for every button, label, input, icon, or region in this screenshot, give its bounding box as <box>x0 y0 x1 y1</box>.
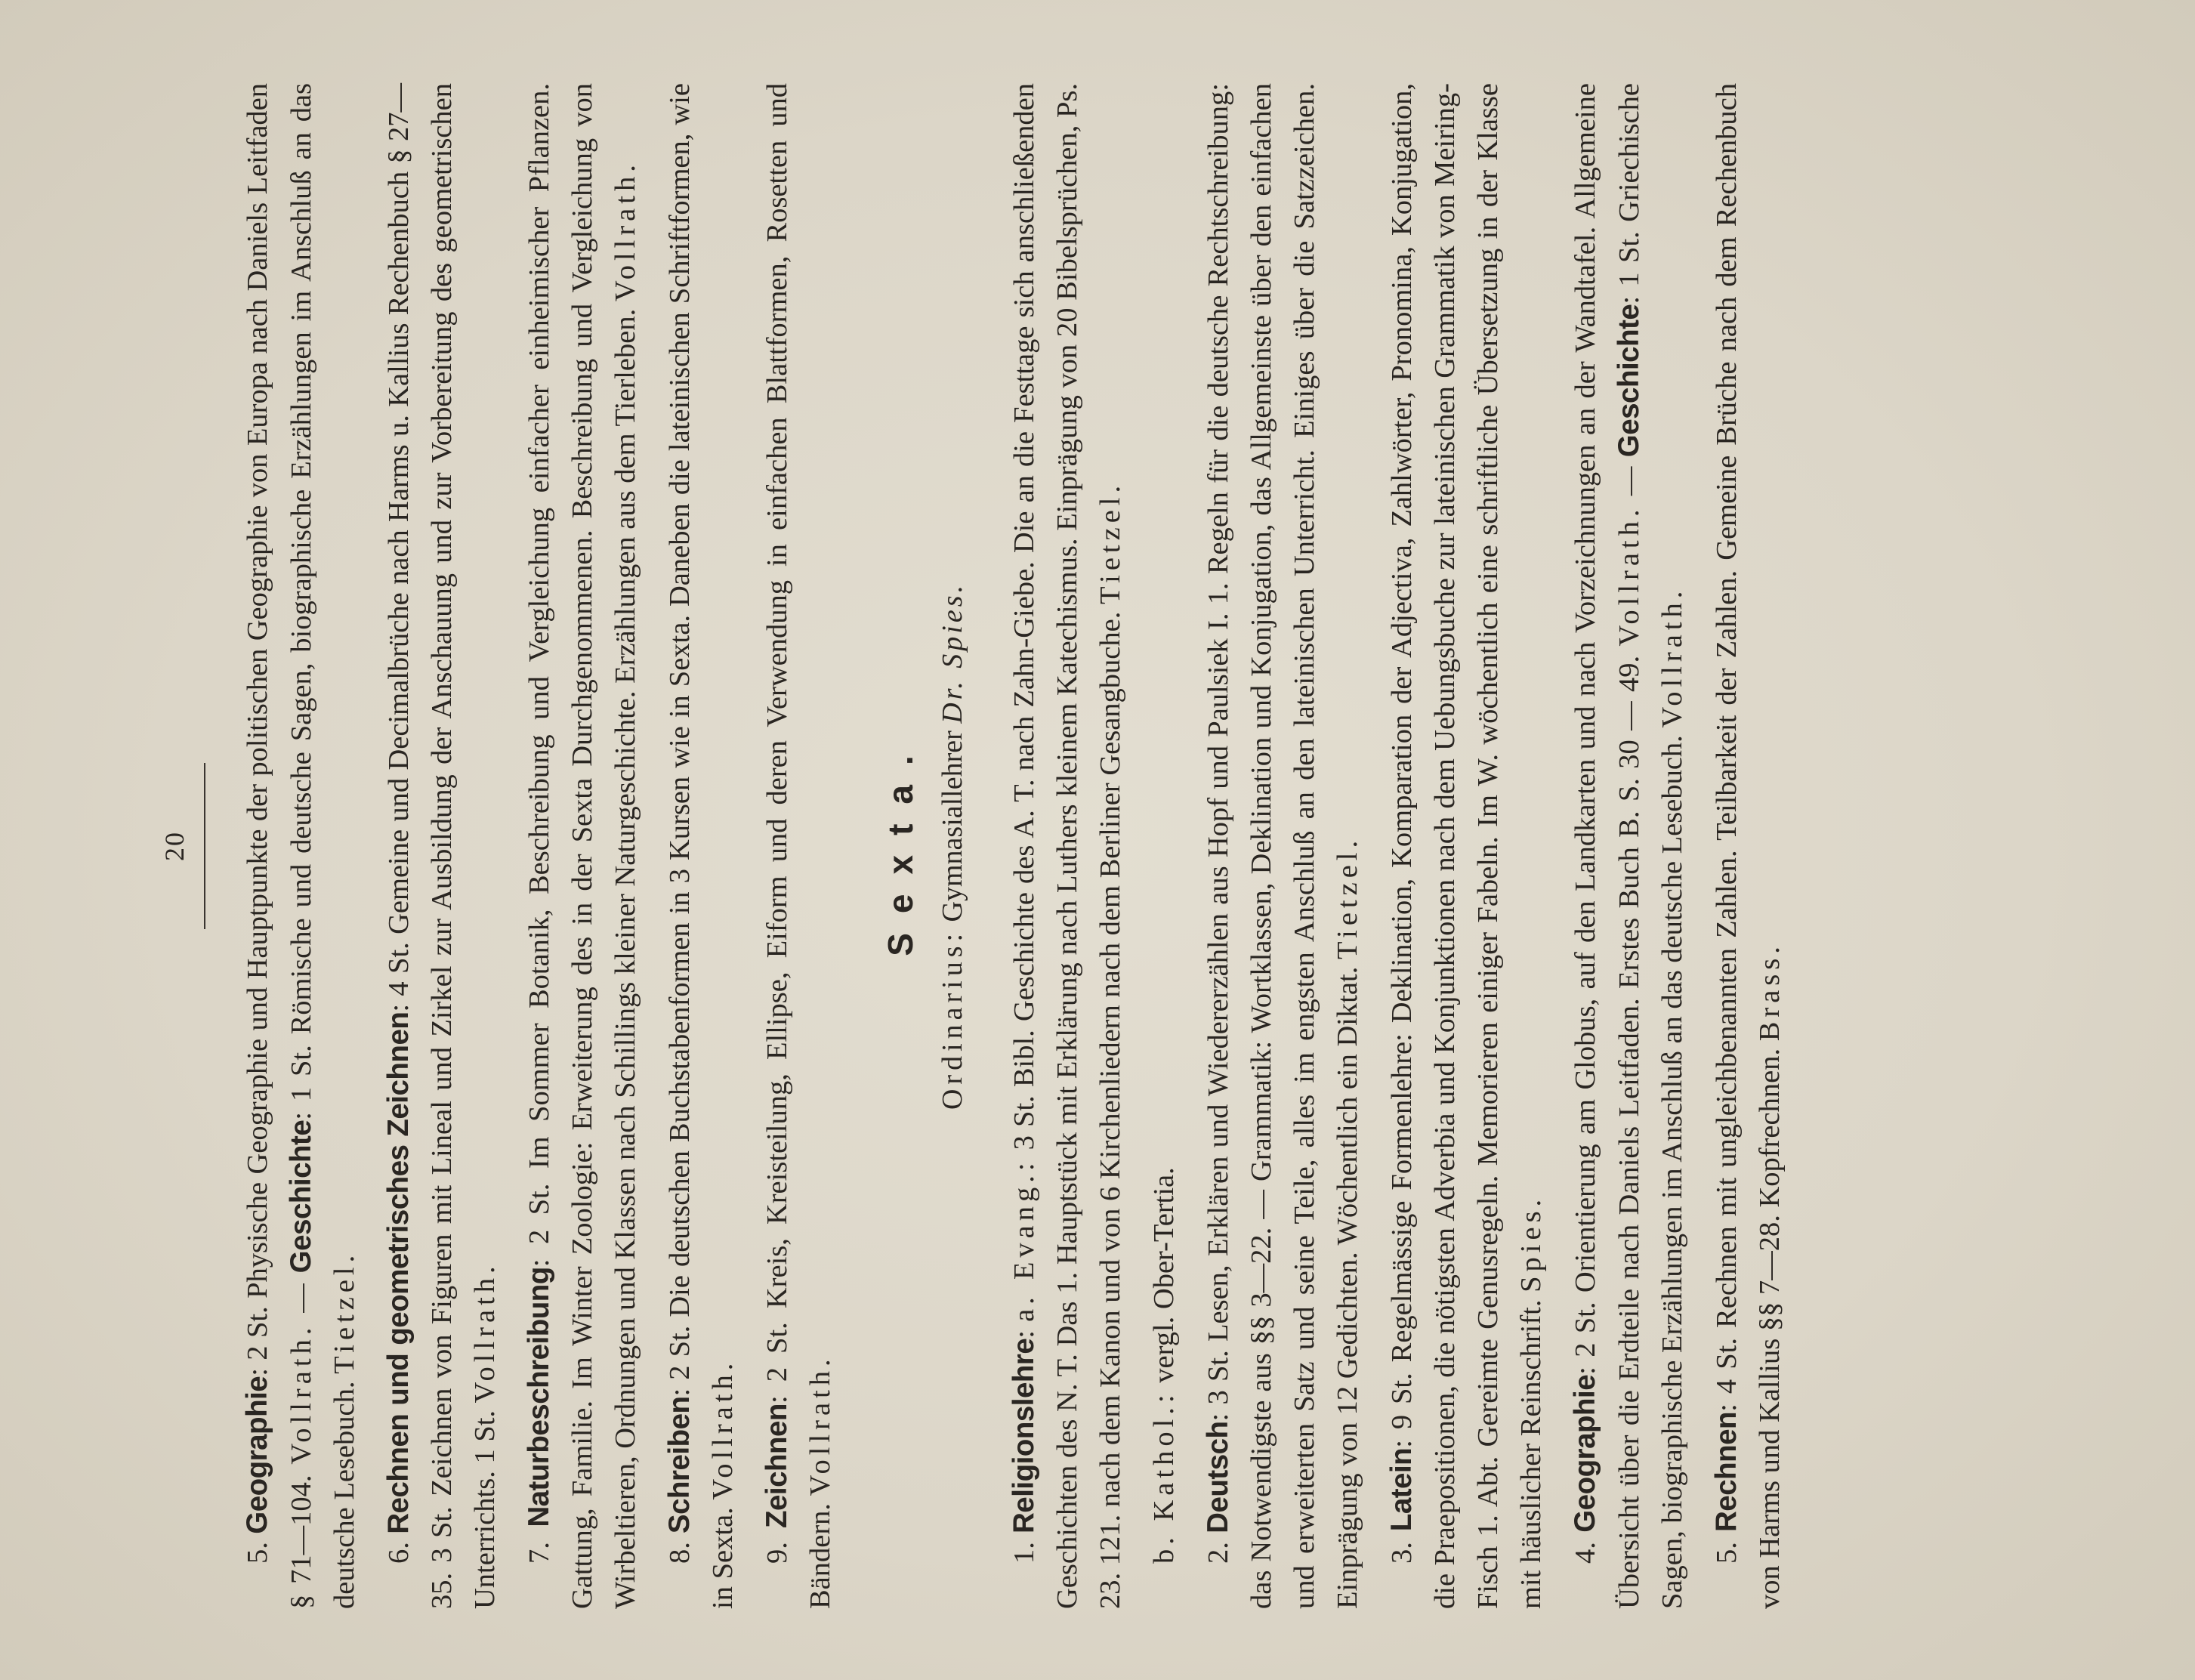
text-run: : <box>1008 1321 1040 1339</box>
text-run: : 2 St. Die deutschen Buchstabenformen in 3 Kursen wie in Sexta. Daneben die lateinischen Schriftformen, wie in Sexta. <box>664 83 739 1609</box>
text-run: : 9 St. Regelmässige Formenlehre: Deklination, Komparation der Adjectiva, Zahlwörter, Pronomina, Konjugation, die Praepositionen, die nötigsten Adverbia und Konjunktionen nach dem Uebungsbuche zur lateinischen Grammatik von Meiring-Fisch 1. Abt. Gereimte Genusregeln. Memorieren einiger Fabeln. Im W. wöchentlich eine schriftliche Übersetzung in der Klasse mit häuslicher Reinschrift. <box>1386 83 1547 1609</box>
subject-heading: Geographie <box>1569 1374 1601 1533</box>
ordinarius-label: Ordinarius: <box>937 928 968 1110</box>
subject-heading: Deutsch <box>1202 1421 1234 1533</box>
teacher-name: Vollrath. <box>610 160 641 302</box>
section-title: Sexta. <box>881 736 920 956</box>
text-run: — <box>1613 457 1645 505</box>
text-run: : 2 St. Orientierung am Globus, auf den Landkarten und nach Vorzeichnungen an der Wandtafel. Allgemeine Übersicht über die Erdteile nach Daniels Leitfaden. Erstes Buch B. S. 30 — 49. <box>1570 82 1645 1609</box>
text-run: : 2 St. Kreis, Kreisteilung, Ellipse, Eiform und deren Verwendung in einfachen Blattformen, Rosetten und Bändern. <box>761 82 836 1609</box>
item-number: 6. <box>383 1542 415 1564</box>
paragraph-rechnen-zeichnen <box>377 83 507 1609</box>
text-run: : 1 St. Griechische Sagen, biographische Erzählungen im Anschluß an das deutsche Lesebuch. <box>1613 82 1688 1609</box>
paragraph-rechnen <box>1705 83 1792 1609</box>
text-run: vergl. Ober-Tertia. <box>1148 1167 1180 1391</box>
subject-heading: Geschichte <box>1613 304 1645 458</box>
text-run: 2 St. Physische Geographie und Hauptpunkte der politischen Geographie von Europa nach Daniels Leitfaden § 71—104. <box>242 82 317 1609</box>
paragraph-schreiben <box>658 83 745 1609</box>
text-run: Gymnasiallehrer <box>937 723 968 929</box>
item-number: 9. <box>761 1542 793 1564</box>
item-number: 1. <box>1008 1542 1040 1564</box>
teacher-name: Vollrath. <box>286 1323 317 1465</box>
teacher-name: Tietzel. <box>1332 835 1363 960</box>
teacher-name: Tietzel. <box>1094 480 1126 605</box>
item-number: 4. <box>1570 1542 1601 1564</box>
text-run: : 3 St. Lesen, Erklären und Wiedererzählen aus Hopf und Paulsiek I. 1. Regeln für die deutsche Rechtschreibung: das Notwendigste aus §§ 3—22. — Grammatik: Wortklassen, Deklination und Konjugation, das Allgemeinste über den einfachen und erweiterten Satz und seine Teile, alles im engsten Anschluß an den lateinischen Unterricht. Einiges über die Satzzeichen. Einprägung von 12 Gedichten. Wöchentlich ein Diktat. <box>1202 83 1363 1609</box>
teacher-name: Vollrath. <box>804 1354 836 1496</box>
item-number: 5. <box>242 1542 273 1564</box>
teacher-name: Tietzel. <box>329 1250 360 1374</box>
spaced-text: b. Kathol.: <box>1148 1390 1180 1564</box>
spaced-text: a. Evang.: <box>1008 1158 1040 1322</box>
teacher-name: Vollrath. <box>469 1262 501 1404</box>
subject-heading: Geschichte <box>285 1119 317 1274</box>
rotated-text-sheet <box>159 83 2092 1609</box>
text-run: : 2 St. Im Sommer Botanik, Beschreibung und Vergleichung einfacher einheimischer Pflanzen. Gattung, Familie. Im Winter Zoologie: Erweiterung des in der Sexta Durchgenommenen. Beschreibung und Vergleichung von Wirbeltieren, Ordnungen und Klassen nach Schillings kleiner Naturgeschichte. Erzählungen aus dem Tierleben. <box>523 83 641 1609</box>
item-number: 5. <box>1711 1542 1743 1564</box>
subject-heading: Schreiben <box>663 1396 696 1534</box>
subject-heading: Latein <box>1385 1447 1418 1532</box>
text-run: : 4 St. Gemeine und Decimalbrüche nach Harms u. Kallius Rechenbuch § 27—35. 3 St. Zeichnen von Figuren mit Lineal und Zirkel zur Ausbildung der Anschauung und zur Vorbereitung des geometrischen Unterrichts. 1 St. <box>383 82 501 1609</box>
teacher-name: Brass. <box>1754 942 1786 1042</box>
subject-heading: Zeichnen <box>761 1404 793 1529</box>
teacher-name: Vollrath. <box>1613 505 1645 647</box>
ordinarius-name: Dr. Spies. <box>937 582 968 724</box>
item-number: 3. <box>1386 1542 1418 1564</box>
text-run: : <box>242 1360 273 1376</box>
item-number: 8. <box>664 1542 696 1564</box>
text-run: — <box>286 1273 317 1323</box>
item-number: 2. <box>1202 1542 1234 1564</box>
paragraph-deutsch <box>1196 83 1369 1609</box>
subject-heading: Rechnen <box>1710 1411 1743 1533</box>
item-number: 7. <box>523 1542 555 1564</box>
paragraph-geographie-sexta <box>1564 83 1694 1609</box>
paragraph-religionslehre <box>1002 83 1132 1609</box>
subject-heading: Geographie <box>241 1376 273 1534</box>
subject-heading: Naturbeschreibung <box>523 1267 555 1527</box>
teacher-name: Spies. <box>1515 1194 1547 1292</box>
paragraph-latein <box>1380 83 1553 1609</box>
text-run: 3 St. Bibl. Geschichte des A. T. nach Zahn-Giebe. Die an die Festtage sich anschließenden Geschichten des N. T. Das 1. Hauptstück mit Erklärung nach Luthers kleinem Katechismus. Einprägung von 20 Bibelsprüchen, Ps. 23. 121. nach dem Kanon und von 6 Kirchenliedern nach dem Berliner Gesangbuche. <box>1008 82 1126 1609</box>
text-run: : 1 St. Römische und deutsche Sagen, biographische Erzählungen im Anschluß an das deutsche Lesebuch. <box>286 82 360 1609</box>
paragraph-kathol <box>1143 83 1186 1609</box>
ordinarius-line <box>936 83 969 1609</box>
paragraph-naturbeschreibung <box>517 83 647 1609</box>
teacher-name: Vollrath. <box>707 1358 739 1500</box>
paragraph-geographie <box>236 83 366 1609</box>
header-rule <box>204 763 205 929</box>
teacher-name: Vollrath. <box>1656 586 1688 728</box>
text-run: : 4 St. Rechnen mit ungleichbenannten Zahlen. Teilbarkeit der Zahlen. Gemeine Brüche nach dem Rechenbuch von Harms und Kallius §§ 7—28. Kopfrechnen. <box>1711 82 1786 1609</box>
subject-heading: Religionslehre <box>1008 1338 1040 1534</box>
paragraph-zeichnen <box>755 83 842 1609</box>
subject-heading: Rechnen und geometrisches Zeichnen <box>382 1011 415 1534</box>
page-number: 20 <box>159 831 190 861</box>
